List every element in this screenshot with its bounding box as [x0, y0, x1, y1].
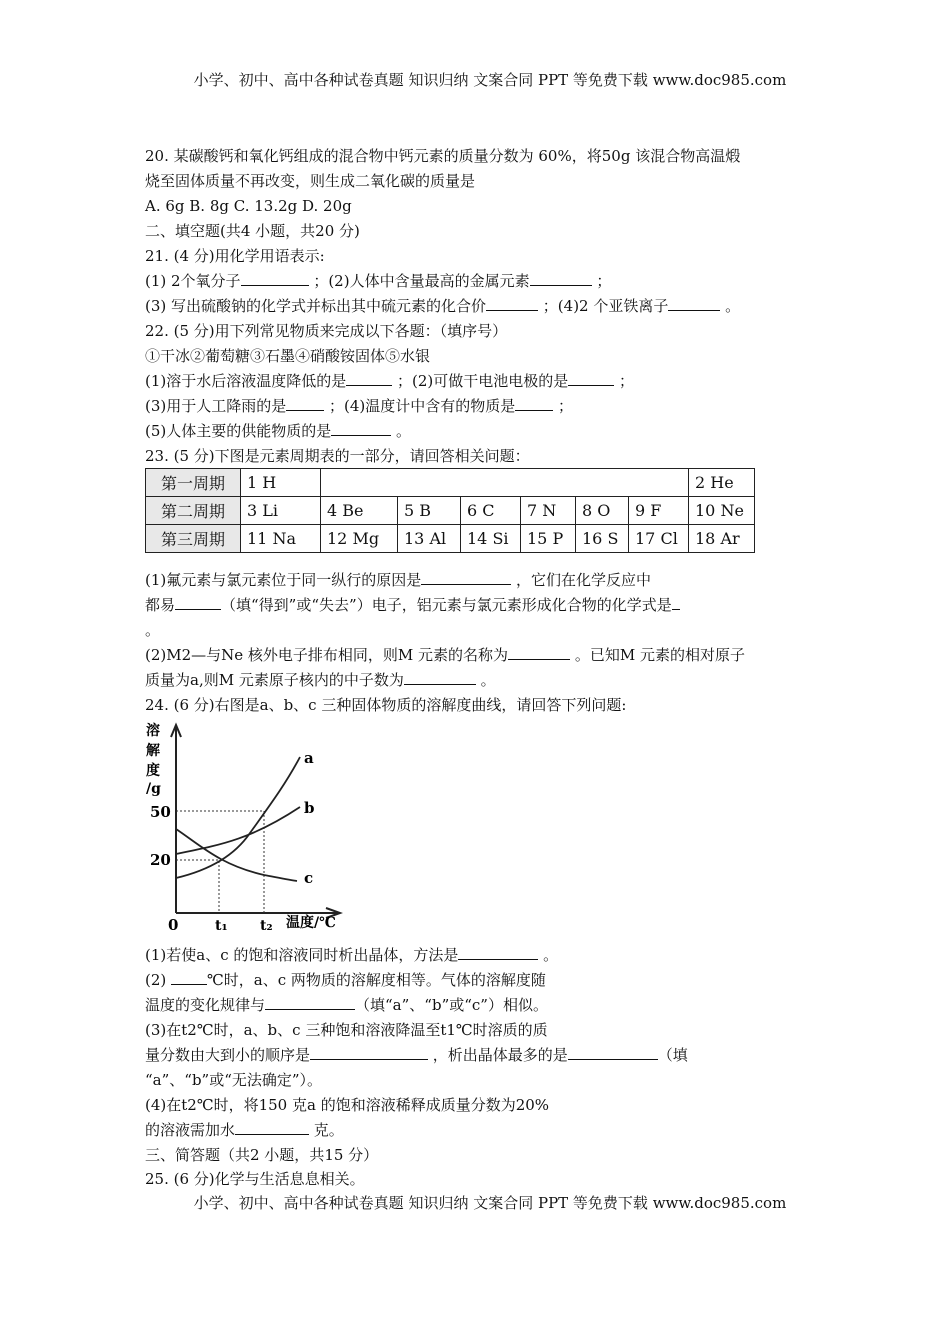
text: (1) 2个氧分子 — [145, 272, 241, 290]
text: ，它们在化学反应中 — [511, 571, 652, 589]
period-label: 第三周期 — [146, 525, 241, 553]
x-tick-label: t₁ — [215, 918, 228, 930]
q23-line4 — [145, 645, 745, 665]
text: 克。 — [309, 1121, 344, 1139]
periodic-table — [145, 468, 755, 553]
text: (1)若使a、c 的饱和溶液同时析出晶体，方法是 — [145, 946, 459, 964]
q24-line6: “a”、“b”或“无法确定”）。 — [145, 1071, 323, 1089]
answer-blank[interactable] — [310, 1045, 428, 1060]
text: (3) 写出硫酸钠的化学式并标出其中硫元素的化合价 — [145, 297, 487, 315]
answer-blank[interactable] — [235, 1120, 309, 1135]
answer-blank[interactable] — [530, 271, 592, 286]
q22-line1 — [145, 371, 634, 391]
q23-line5 — [145, 670, 496, 690]
answer-blank[interactable] — [404, 670, 476, 685]
y-tick-label: 20 — [150, 851, 171, 869]
period-label: 第一周期 — [146, 469, 241, 497]
text: (2) — [145, 971, 172, 989]
answer-blank[interactable] — [175, 595, 221, 610]
q22-line2 — [145, 396, 573, 416]
empty-cell — [321, 469, 689, 497]
answer-blank[interactable] — [346, 371, 392, 386]
element-cell: 7 N — [521, 497, 576, 525]
q21-line2 — [145, 296, 740, 316]
q23-line1 — [145, 570, 651, 590]
text: ； — [553, 397, 574, 415]
text: (1)氟元素与氯元素位于同一纵行的原因是 — [145, 571, 422, 589]
answer-blank[interactable] — [286, 396, 324, 411]
q21-title: 21. (4 分)用化学用语表示: — [145, 247, 325, 265]
answer-blank[interactable] — [486, 296, 538, 311]
answer-blank[interactable] — [568, 371, 614, 386]
page-header: 小学、初中、高中各种试卷真题 知识归纳 文案合同 PPT 等免费下载 www.doc985.com — [193, 71, 787, 89]
answer-blank[interactable] — [458, 945, 538, 960]
text: (3)用于人工降雨的是 — [145, 397, 287, 415]
q22-line3 — [145, 421, 411, 441]
answer-blank[interactable] — [568, 1045, 658, 1060]
text: ，析出晶体最多的是 — [428, 1046, 568, 1064]
y-label-char: /g — [146, 781, 161, 797]
text: 温度的变化规律与 — [145, 996, 266, 1014]
answer-blank[interactable] — [421, 570, 511, 585]
q24-title: 24. (6 分)右图是a、b、c 三种固体物质的溶解度曲线，请回答下列问题: — [145, 696, 627, 714]
section-3-heading: 三、简答题（共2 小题，共15 分） — [145, 1146, 379, 1164]
q24-line3 — [145, 995, 548, 1015]
section-2-heading: 二、填空题(共4 小题，共20 分) — [145, 222, 360, 240]
q24-line4: (3)在t2℃时，a、b、c 三种饱和溶液降温至t1℃时溶质的质 — [145, 1021, 548, 1039]
text: 都易 — [145, 596, 176, 614]
q24-line1 — [145, 945, 558, 965]
text: (1)溶于水后溶液温度降低的是 — [145, 372, 347, 390]
answer-blank[interactable] — [672, 595, 680, 610]
element-cell: 4 Be — [321, 497, 398, 525]
element-cell: 15 P — [521, 525, 576, 553]
text: 量分数由大到小的顺序是 — [145, 1046, 311, 1064]
text: （填 — [657, 1046, 688, 1064]
text: 。 — [475, 671, 496, 689]
y-label-char: 解 — [146, 743, 160, 759]
text: ℃时，a、c 两物质的溶解度相等。气体的溶解度随 — [207, 971, 546, 989]
q23-line3: 。 — [145, 621, 161, 639]
answer-blank[interactable] — [331, 421, 391, 436]
text: ；(2)人体中含量最高的金属元素 — [308, 272, 530, 290]
q24-line5 — [145, 1045, 688, 1065]
period-label: 第二周期 — [146, 497, 241, 525]
q23-line2 — [145, 595, 680, 615]
q22-items: ①干冰②葡萄糖③石墨④硝酸铵固体⑤水银 — [145, 347, 431, 365]
element-cell: 3 Li — [241, 497, 321, 525]
answer-blank[interactable] — [668, 296, 720, 311]
text: 。 — [391, 422, 412, 440]
text: 。已知M 元素的相对原子 — [570, 646, 745, 664]
text: (5)人体主要的供能物质的是 — [145, 422, 332, 440]
element-cell: 2 He — [689, 469, 755, 497]
q22-title: 22. (5 分)用下列常见物质来完成以下各题：（填序号） — [145, 322, 508, 340]
element-cell: 14 Si — [461, 525, 521, 553]
curve-label: b — [304, 799, 315, 817]
table-row — [146, 497, 755, 525]
text: (2)M2—与Ne 核外电子排布相同，则M 元素的名称为 — [145, 646, 509, 664]
element-cell: 5 B — [398, 497, 461, 525]
element-cell: 1 H — [241, 469, 321, 497]
q24-line8 — [145, 1120, 344, 1140]
text: 。 — [720, 297, 741, 315]
curve-label: c — [304, 869, 314, 887]
text: ；(4)2 个亚铁离子 — [538, 297, 669, 315]
y-tick-label: 50 — [150, 803, 171, 821]
q20-options: A. 6g B. 8g C. 13.2g D. 20g — [145, 197, 352, 215]
text: 的溶液需加水 — [145, 1121, 236, 1139]
element-cell: 6 C — [461, 497, 521, 525]
x-tick-label: 0 — [168, 916, 179, 930]
answer-blank[interactable] — [508, 645, 570, 660]
text: ； — [591, 272, 612, 290]
solubility-curve-figure — [140, 715, 360, 930]
answer-blank[interactable] — [241, 271, 309, 286]
q21-line1 — [145, 271, 611, 291]
q25-title: 25. (6 分)化学与生活息息相关。 — [145, 1170, 365, 1188]
page-footer: 小学、初中、高中各种试卷真题 知识归纳 文案合同 PPT 等免费下载 www.doc985.com — [193, 1194, 787, 1212]
q20-line2: 烧至固体质量不再改变，则生成二氧化碳的质量是 — [145, 172, 476, 190]
text: ；(4)温度计中含有的物质是 — [324, 397, 516, 415]
table-row — [146, 469, 755, 497]
element-cell: 17 Cl — [629, 525, 689, 553]
x-tick-label: t₂ — [260, 918, 273, 930]
curve-label: a — [304, 749, 314, 767]
table-row — [146, 525, 755, 553]
answer-blank[interactable] — [515, 396, 553, 411]
element-cell: 11 Na — [241, 525, 321, 553]
element-cell: 9 F — [629, 497, 689, 525]
text: ； — [614, 372, 635, 390]
text: 。 — [538, 946, 559, 964]
q23-title: 23. (5 分)下图是元素周期表的一部分，请回答相关问题： — [145, 447, 530, 465]
text: 质量为a,则M 元素原子核内的中子数为 — [145, 671, 404, 689]
element-cell: 10 Ne — [689, 497, 755, 525]
answer-blank[interactable] — [171, 970, 207, 985]
element-cell: 16 S — [576, 525, 629, 553]
text: （填“得到”或“失去”）电子，铝元素与氯元素形成化合物的化学式是 — [221, 596, 672, 614]
answer-blank[interactable] — [265, 995, 355, 1010]
guide-lines — [176, 811, 264, 913]
y-label-char: 溶 — [146, 723, 160, 739]
text: ；(2)可做干电池电极的是 — [392, 372, 569, 390]
element-cell: 13 Al — [398, 525, 461, 553]
element-cell: 12 Mg — [321, 525, 398, 553]
q24-line7: (4)在t2℃时，将150 克a 的饱和溶液稀释成质量分数为20% — [145, 1096, 550, 1114]
y-label-char: 度 — [146, 763, 160, 779]
element-cell: 18 Ar — [689, 525, 755, 553]
element-cell: 8 O — [576, 497, 629, 525]
q24-line2 — [145, 970, 546, 990]
text: （填“a”、“b”或“c”）相似。 — [355, 996, 548, 1014]
q20-line1: 20. 某碳酸钙和氧化钙组成的混合物中钙元素的质量分数为 60%，将50g 该混合物高温煅 — [145, 147, 741, 165]
x-axis-label: 温度/℃ — [286, 915, 336, 930]
